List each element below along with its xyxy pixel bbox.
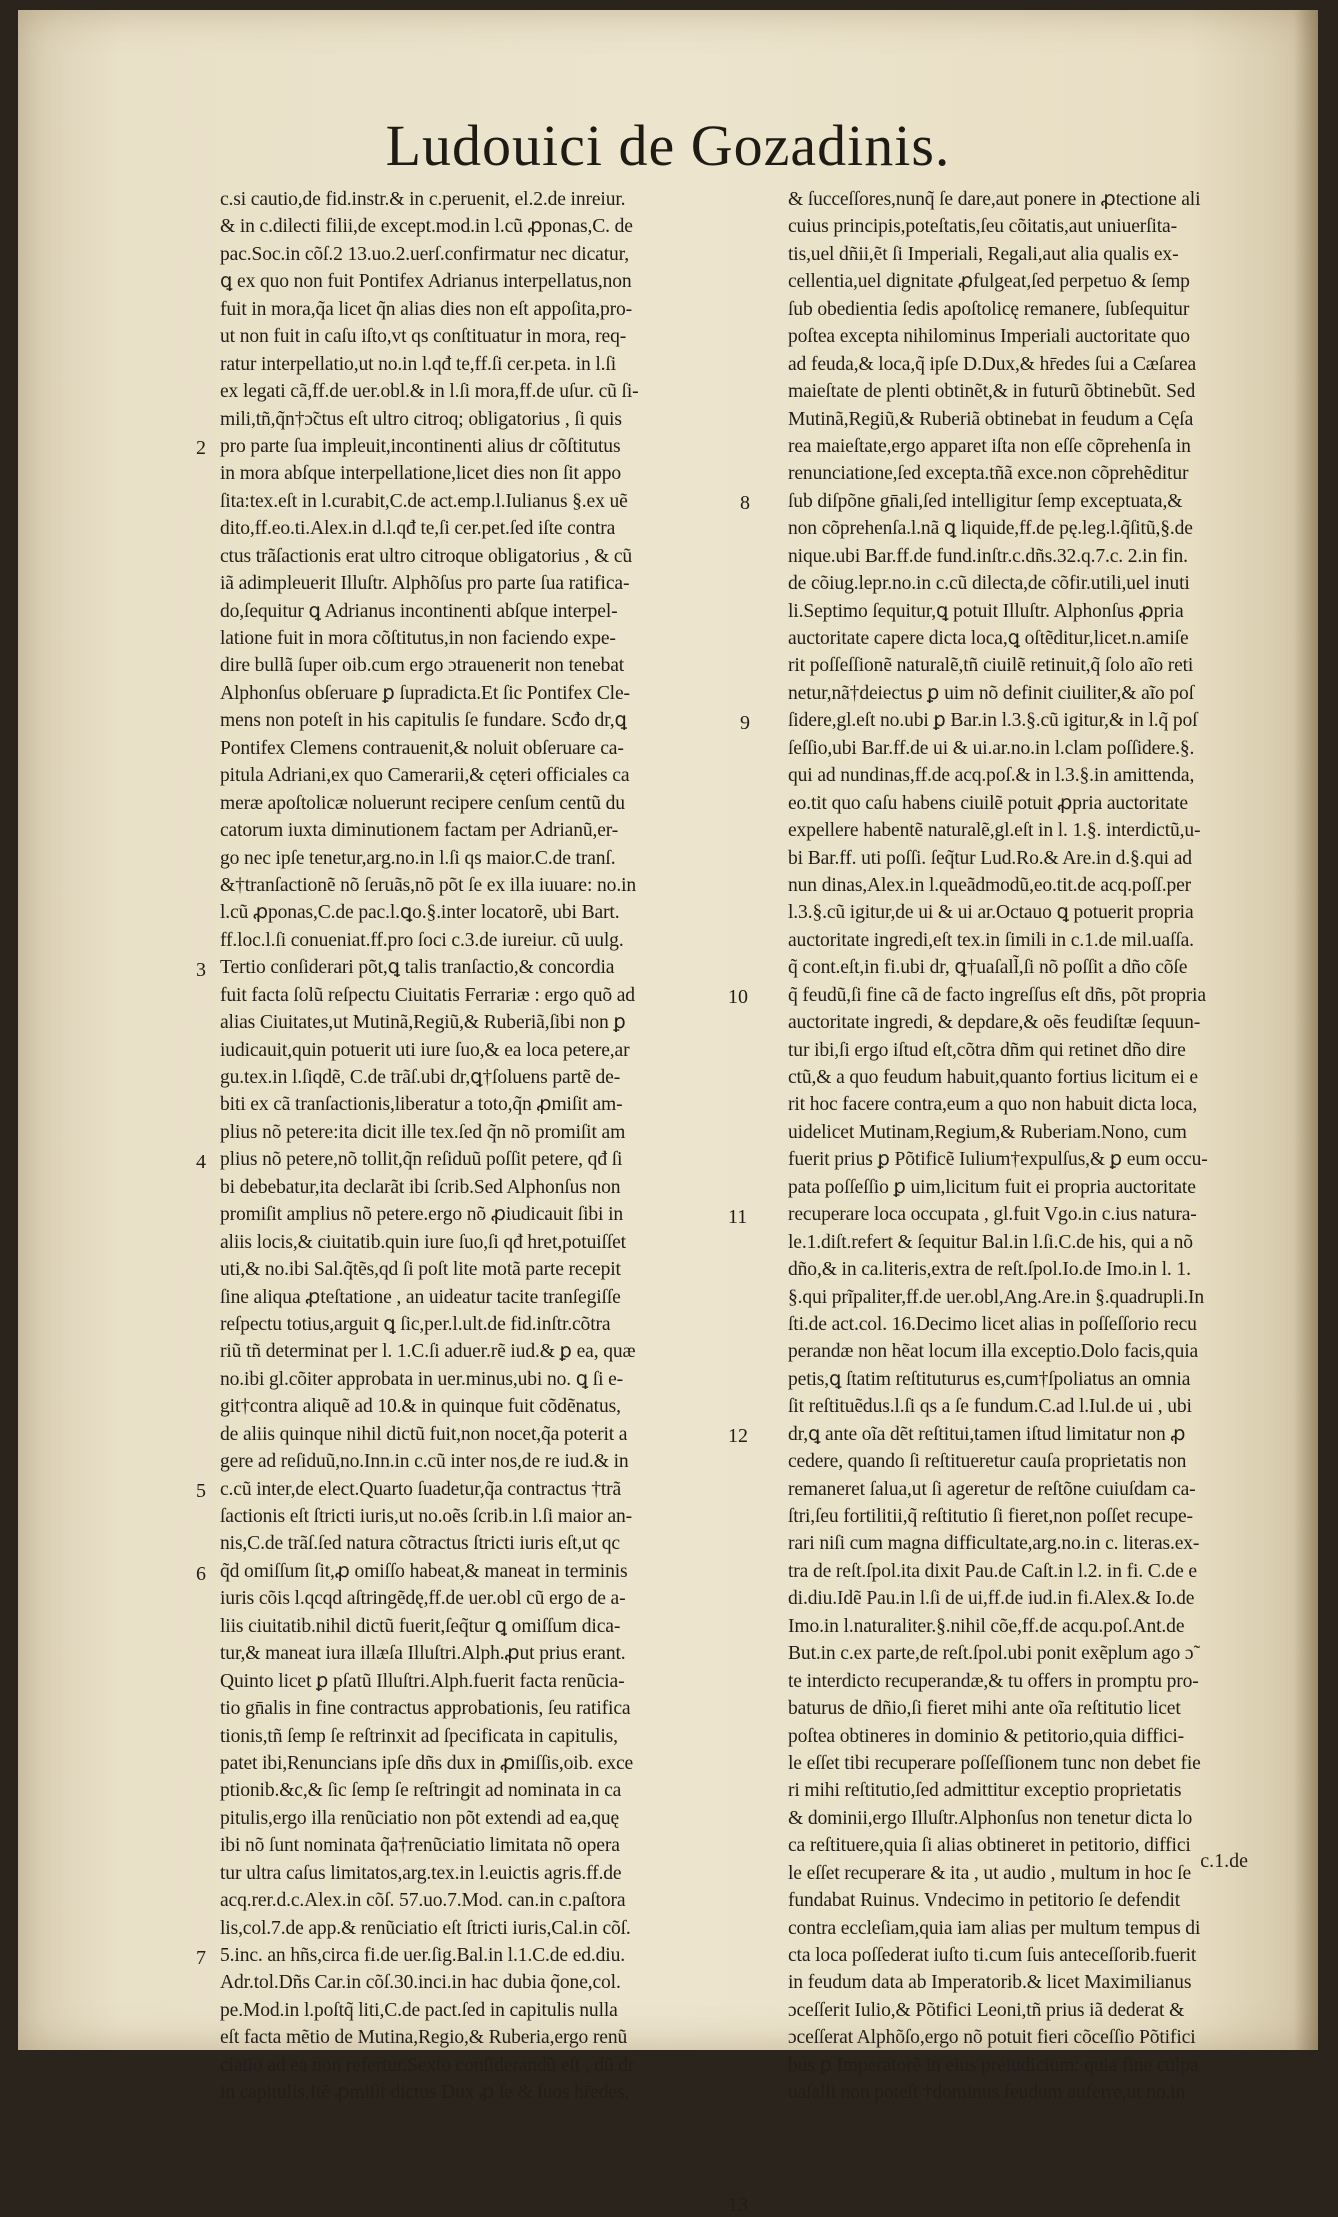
right-column-line: maieſtate de plenti obtinẽt,& in futurũ õbtinebũt. Sed bbox=[788, 381, 1196, 403]
right-column-line: netur,nã†deiectus ꝑ uim nõ definit ciuiliter,& aĩo poſ bbox=[788, 682, 1194, 704]
right-column-line: rit hoc facere contra,eum a quo non habuit dicta loca, bbox=[788, 1094, 1198, 1116]
right-column-line: tis,uel dñii,ẽt ſi Imperiali, Regali,aut alia qualis ex- bbox=[788, 243, 1179, 265]
left-column-line: dire bullã ſuper oib.cum ergo ɔtrauenerit non tenebat bbox=[220, 655, 625, 677]
margin-number: 11 bbox=[728, 1205, 748, 1228]
left-column-line: ſita:tex.eſt in l.curabit,C.de act.emp.l.Iulianus §.ex uẽ bbox=[220, 490, 628, 512]
left-column-line: tio gn̄alis in fine contractus approbationis, ſeu ratifica bbox=[220, 1698, 631, 1720]
left-column-line: in mora abſque interpellatione,licet dies non ſit appo bbox=[220, 463, 622, 485]
right-column-line: tra de reſt.ſpol.ita dixit Pau.de Caſt.in l.2. in fi. C.de e bbox=[788, 1560, 1197, 1582]
right-column-line: ri mihi reſtitutio,ſed admittitur exceptio proprietatis bbox=[788, 1780, 1182, 1802]
left-column-line: pitula Adriani,ex quo Camerarii,& cęteri officiales ca bbox=[220, 765, 630, 787]
left-column-line: lis,col.7.de app.& renũciatio eſt ſtricti iuris,Cal.in cõſ. bbox=[220, 1917, 631, 1939]
right-column-line: bi Bar.ff. uti poſſi. ſeq̃tur Lud.Ro.& Are.in d.§.qui ad bbox=[788, 847, 1192, 869]
left-column-line: tur,& maneat iura illæſa Illuſtri.Alph.ꝓut prius erant. bbox=[220, 1643, 626, 1665]
right-column-line: le.1.diſt.refert & ſequitur Bal.in l.ſi.C.de his, qui a nõ bbox=[788, 1231, 1193, 1253]
margin-number: 6 bbox=[196, 1562, 206, 1585]
right-column-line: l.3.§.cũ igitur,de ui & ui ar.Octauo ꝗ potuerit propria bbox=[788, 902, 1194, 924]
right-column-line: bus ꝑ Imperatorẽ in eius preiudicium: quia fine culpa bbox=[788, 2054, 1199, 2076]
left-column-line: iudicauit,quin potuerit uti iure ſuo,& ea loca petere,ar bbox=[220, 1039, 630, 1061]
left-column-line: Quinto licet ꝑ pſatũ Illuſtri.Alph.fuerit facta renũcia- bbox=[220, 1670, 625, 1692]
right-column-line: ſit reſtituẽdus.l.ſi qs a ſe fundum.C.ad l.Iul.de ui , ubi bbox=[788, 1396, 1192, 1418]
left-column-line: ff.loc.l.ſi conueniat.ff.pro ſoci c.3.de iureiur. cũ uulg. bbox=[220, 929, 624, 951]
book-page bbox=[18, 10, 1318, 2216]
right-column-line: & ſucceſſores,nunq̃ ſe dare,aut ponere in ꝓtectione ali bbox=[788, 189, 1201, 210]
margin-number: 2 bbox=[196, 437, 206, 460]
left-column-line: bi debebatur,ita declarãt ibi ſcrib.Sed Alphonſus non bbox=[220, 1176, 621, 1198]
left-column-line: ptionib.&c,& ſic ſemp ſe reſtringit ad nominata in ca bbox=[220, 1780, 622, 1802]
right-column-line: ſub obedientia ſedis apoſtolicę remanere, ſubſequitur bbox=[788, 298, 1190, 320]
margin-number: 8 bbox=[740, 491, 750, 514]
right-column-line: nun dinas,Alex.in l.queãdmodũ,eo.tit.de acq.poſſ.per bbox=[788, 874, 1192, 896]
left-column-line: plius nõ petere,nõ tollit,q̃n reſiduũ poſſit petere, qđ ſi bbox=[220, 1149, 623, 1171]
right-column-line: qui ad nundinas,ff.de acq.poſ.& in l.3.§.in amittenda, bbox=[788, 765, 1195, 787]
left-column-line: Alphonſus obſeruare ꝑ ſupradicta.Et ſic Pontifex Cle- bbox=[220, 682, 630, 704]
left-column-line: iuris cõis l.qcqd aſtringẽdę,ff.de uer.obl cũ ergo de a- bbox=[220, 1588, 626, 1610]
left-column-line: gu.tex.in l.ſiqdẽ, C.de trãſ.ubi dr,ꝗ†ſoluens partẽ de- bbox=[220, 1067, 621, 1088]
left-column-line: de aliis quinque nihil dictũ fuit,non nocet,q̃a poterit a bbox=[220, 1423, 628, 1445]
right-column-line: fuerit prius ꝑ Põtificẽ Iulium†expulſus,& ꝑ eum occu- bbox=[788, 1149, 1208, 1171]
right-column-line: li.Septimo ſequitur,ꝗ potuit Illuſtr. Alphonſus ꝓpria bbox=[788, 600, 1184, 622]
left-column-line: ſine aliqua ꝓteſtatione , an uideatur tacite tranſegiſſe bbox=[220, 1286, 621, 1308]
left-column-line: pac.Soc.in cõſ.2 13.uo.2.uerſ.confirmatur nec dicatur, bbox=[220, 243, 629, 265]
left-column-line: tionis,tñ ſemp ſe reſtrinxit ad ſpecificata in capitulis, bbox=[220, 1725, 618, 1747]
left-column-line: pe.Mod.in l.poſtq̃ liti,C.de pact.ſed in capitulis nulla bbox=[220, 1999, 618, 2021]
right-column-line: recuperare loca occupata , gl.fuit Vgo.in c.ius natura- bbox=[788, 1204, 1197, 1226]
left-column-line: biti ex cã tranſactionis,liberatur a toto,q̃n ꝓmiſit am- bbox=[220, 1094, 623, 1116]
left-column-line: go nec ipſe tenetur,arg.no.in l.ſi qs maior.C.de tranſ. bbox=[220, 847, 616, 869]
right-column-line: te interdicto recuperandæ,& tu offers in promptu pro- bbox=[788, 1670, 1199, 1692]
right-column-line: But.in c.ex parte,de reſt.ſpol.ubi ponit exẽplum ago ɔ̃ bbox=[788, 1643, 1194, 1665]
left-column-line: dito,ff.eo.ti.Alex.in d.l.qđ te,ſi cer.pet.ſed iſte contra bbox=[220, 518, 616, 540]
margin-number: 12 bbox=[728, 1425, 748, 1448]
right-column-line: le eſſet recuperare & ita , ut audio , multum in hoc ſe bbox=[788, 1862, 1192, 1884]
right-column-line: ſtri,ſeu fortilitii,q̃ reſtitutio ſi fieret,non poſſet recupe- bbox=[788, 1506, 1193, 1527]
left-column-line: &†tranſactionẽ nõ ſeruãs,nõ põt ſe ex illa iuuare: no.in bbox=[220, 874, 637, 896]
left-column-line: patet ibi,Renuncians ipſe dñs dux in ꝓmiſſis,oib. exce bbox=[220, 1752, 634, 1774]
right-column-line: dño,& in ca.literis,extra de reſt.ſpol.Io.de Imo.in l. 1. bbox=[788, 1259, 1191, 1281]
margin-number: 13 bbox=[728, 2193, 748, 2216]
left-column-line: ctus trãſactionis erat ultro citroque obligatorius , & cũ bbox=[220, 545, 633, 567]
right-column-line: eo.tit quo caſu habens ciuilẽ potuit ꝓpria auctoritate bbox=[788, 792, 1188, 814]
right-column-line: cellentia,uel dignitate ꝓfulgeat,ſed perpetuo & ſemp bbox=[788, 271, 1190, 293]
right-column-line: renunciatione,ſed excepta.tñã exce.non cõprehẽditur bbox=[788, 463, 1189, 485]
margin-number: 7 bbox=[196, 1946, 206, 1969]
left-column-line: Adr.tol.Dñs Car.in cõſ.30.inci.in hac dubia q̃one,col. bbox=[220, 1972, 621, 1994]
right-column-line: ɔceſſerat Alphõſo,ergo nõ potuit fieri cõceſſio Põtifici bbox=[788, 2027, 1196, 2049]
margin-number: 3 bbox=[196, 958, 206, 981]
right-column-line: auctoritate ingredi, & depdare,& oẽs feudiſtæ ſequun- bbox=[788, 1012, 1201, 1034]
left-column-line: uti,& no.ibi Sal.q̃tẽs,qd ſi poſt lite motã parte recepit bbox=[220, 1259, 621, 1281]
catchword: c.1.de bbox=[1200, 1850, 1248, 1872]
right-column-line: fundabat Ruinus. Vndecimo in petitorio ſe defendit bbox=[788, 1890, 1181, 1912]
left-column-line: gere ad reſiduũ,no.Inn.in c.cũ inter nos,de re iud.& in bbox=[220, 1451, 629, 1473]
left-column-line: pitulis,ergo illa renũciatio non põt extendi ad ea,quę bbox=[220, 1807, 620, 1829]
left-column-line: promiſit amplius nõ petere.ergo nõ ꝓiudicauit ſibi in bbox=[220, 1204, 624, 1226]
left-column-line: c.si cautio,de fid.instr.& in c.peruenit, el.2.de inreiur. bbox=[220, 189, 626, 210]
left-column-line: alias Ciuitates,ut Mutinã,Regiũ,& Ruberiã,ſibi non ꝑ bbox=[220, 1012, 626, 1034]
right-column-line: §.qui prĩpaliter,ff.de uer.obl,Ang.Are.in §.quadrupli.In bbox=[788, 1286, 1204, 1308]
right-column-line: auctoritate ingredi,eſt tex.in ſimili in c.1.de mil.uaſſa. bbox=[788, 929, 1194, 951]
left-column-line: ꝗ ex quo non fuit Pontifex Adrianus interpellatus,non bbox=[220, 271, 632, 293]
left-column-line: ut non fuit in caſu iſto,vt qs conſtituatur in mora, req- bbox=[220, 326, 627, 348]
right-column-line: baturus de dñio,ſi fieret mihi ante oĩa reſtitutio licet bbox=[788, 1698, 1181, 1720]
left-column-line: l.cũ ꝓponas,C.de pac.l.ꝗo.§.inter locatorẽ, ubi Bart. bbox=[220, 902, 620, 924]
right-column-line: perandæ non hẽat locum illa exceptio.Dolo facis,quia bbox=[788, 1341, 1199, 1363]
left-column-line: iã adimpleuerit Illuſtr. Alphõſus pro parte ſua ratifica- bbox=[220, 573, 630, 595]
left-column-line: latione fuit in mora cõſtitutus,in non faciendo expe- bbox=[220, 628, 616, 649]
right-column-line: poſtea excepta nihilominus Imperiali auctoritate quo bbox=[788, 326, 1190, 348]
left-column-line: fuit in mora,q̃a licet q̃n alias dies non eſt appoſita,pro- bbox=[220, 298, 633, 320]
right-column-line: di.diu.Idẽ Pau.in l.ſi de ui,ff.de iud.in fi.Alex.& Io.de bbox=[788, 1588, 1195, 1610]
right-column-line: poſtea obtineres in dominio & petitorio,quia diffici- bbox=[788, 1725, 1184, 1747]
margin-number: 9 bbox=[740, 711, 750, 734]
right-column-line: nique.ubi Bar.ff.de fund.inſtr.c.dñs.32.q.7.c. 2.in fin. bbox=[788, 545, 1188, 567]
left-column-line: fuit facta ſolũ reſpectu Ciuitatis Ferrariæ : ergo quõ ad bbox=[220, 984, 635, 1006]
left-column-line: Pontifex Clemens contrauenit,& noluit obſeruare ca- bbox=[220, 737, 624, 759]
right-column-line: ſeſſio,ubi Bar.ff.de ui & ui.ar.no.in l.clam poſſidere.§. bbox=[788, 737, 1195, 759]
right-column-line: Mutinã,Regiũ,& Ruberiã obtinebat in feudum a Cęſa bbox=[788, 408, 1194, 430]
right-column-line: auctoritate capere dicta loca,ꝗ oſtẽditur,licet.n.amiſe bbox=[788, 628, 1189, 649]
right-column-line: cta loca poſſederat iuſto ti.cum ſuis anteceſſorib.fuerit bbox=[788, 1945, 1197, 1966]
right-column-line: ſub diſpõne gn̄ali,ſed intelligitur ſemp exceptuata,& bbox=[788, 490, 1183, 512]
right-column-line: dr,ꝗ ante oĩa dẽt reſtitui,tamen iſtud limitatur non ꝓ bbox=[788, 1423, 1186, 1445]
right-column-line: q̃ feudũ,ſi fine cã de facto ingreſſus eſt dñs, põt propria bbox=[788, 984, 1206, 1006]
right-column-line: ɔceſſerit Iulio,& Põtifici Leoni,tñ prius iã dederat & bbox=[788, 1999, 1185, 2021]
right-column-line: ſti.de act.col. 16.Decimo licet alias in poſſeſſorio recu bbox=[788, 1313, 1197, 1335]
left-column-line: catorum iuxta diminutionem factam per Adrianũ,er- bbox=[220, 820, 619, 842]
left-column-line: acq.rer.d.c.Alex.in cõſ. 57.uo.7.Mod. can.in c.paſtora bbox=[220, 1890, 626, 1912]
right-column-line: uaſalli non poteſt †dominus feudum auferre,ut no.in bbox=[788, 2082, 1186, 2104]
left-column-line: in capitulis,Itẽ ꝓmiſit dictus Dux ꝓ ſe & ſuos hr̄edes, bbox=[220, 2082, 630, 2104]
right-column-line: ctũ,& a quo feudum habuit,quanto fortius licitum ei e bbox=[788, 1067, 1198, 1088]
right-column-line: ad feuda,& loca,q̃ ipſe D.Dux,& hr̄edes ſui a Cæſarea bbox=[788, 353, 1197, 375]
right-column-line: rit poſſeſſionẽ naturalẽ,tñ ciuilẽ retinuit,q̃ ſolo aĩo reti bbox=[788, 655, 1194, 677]
right-column-line: de cõiug.lepr.no.in c.cũ dilecta,de cõfir.utili,uel inuti bbox=[788, 573, 1190, 595]
right-column-line: expellere habentẽ naturalẽ,gl.eſt in l. 1.§. interdictũ,u- bbox=[788, 820, 1201, 842]
left-column-line: no.ibi gl.cõiter approbata in uer.minus,ubi no. ꝗ ſi e- bbox=[220, 1368, 624, 1390]
page-title: Ludouici de Gozadinis. bbox=[385, 113, 951, 178]
left-column-line: c.cũ inter,de elect.Quarto ſuadetur,q̃a contractus †trã bbox=[220, 1478, 622, 1500]
left-column-line: meræ apoſtolicæ noluerunt recipere cenſum centũ du bbox=[220, 792, 625, 814]
left-column-line: ciatio ad ea non refertur.Sexto conſiderandũ eſt , dũ dr bbox=[220, 2054, 635, 2076]
right-column-line: non cõprehenſa.l.nã ꝗ liquide,ff.de pę.leg.l.q̃ſitũ,§.de bbox=[788, 518, 1193, 540]
right-column-line: rari niſi cum magna difficultate,arg.no.in c. literas.ex- bbox=[788, 1533, 1200, 1555]
left-column-line: do,ſequitur ꝗ Adrianus incontinenti abſque interpel- bbox=[220, 600, 618, 622]
left-column-line: ratur interpellatio,ut no.in l.qđ te,ff.ſi cer.peta. in l.ſi bbox=[220, 353, 617, 375]
left-column-line: ſactionis eſt ſtricti iuris,ut no.oẽs ſcrib.in l.ſi maior an- bbox=[220, 1506, 633, 1527]
left-column-line: aliis locis,& ciuitatib.quin iure ſuo,ſi qđ hret,potuiſſet bbox=[220, 1231, 626, 1253]
right-column-line: contra eccleſiam,quia iam alias per multum tempus di bbox=[788, 1917, 1201, 1939]
left-column-line: reſpectu totius,arguit ꝗ ſic,per.l.ult.de fid.inſtr.cõtra bbox=[220, 1313, 611, 1335]
right-column-line: pata poſſeſſio ꝑ uim,licitum fuit ei propria auctoritate bbox=[788, 1176, 1196, 1198]
left-column-line: & in c.dilecti filii,de except.mod.in l.cũ ꝓponas,C. de bbox=[220, 216, 633, 238]
right-column-line: tur ibi,ſi ergo iſtud eſt,cõtra dñm qui retinet dño dire bbox=[788, 1039, 1186, 1061]
right-column-line: ca reſtituere,quia ſi alias obtineret in petitorio, diffici bbox=[788, 1835, 1191, 1857]
left-column-line: eſt facta mẽtio de Mutina,Regio,& Ruberia,ergo renũ bbox=[220, 2027, 628, 2049]
right-column-line: q̃ cont.eſt,in fi.ubi dr, ꝗ†uaſall̃,ſi nõ poſſit a dño cõſe bbox=[788, 957, 1188, 979]
right-column-line: ſidere,gl.eſt no.ubi ꝑ Bar.in l.3.§.cũ igitur,& in l.q̃ poſ bbox=[788, 710, 1198, 732]
right-column-line: cedere, quando ſi reſtitueretur cauſa proprietatis non bbox=[788, 1451, 1187, 1473]
left-column-line: q̃d omiſſum ſit,ꝓ omiſſo habeat,& maneat in terminis bbox=[220, 1560, 628, 1582]
left-column-line: tur ultra caſus limitatos,arg.tex.in l.euictis agris.ff.de bbox=[220, 1862, 622, 1884]
margin-number: 5 bbox=[196, 1480, 206, 1503]
left-text-column bbox=[220, 186, 760, 2107]
right-column-line: Imo.in l.naturaliter.§.nihil cõe,ff.de acqu.poſ.Ant.de bbox=[788, 1615, 1185, 1637]
right-column-line: uidelicet Mutinam,Regium,& Ruberiam.Nono, cum bbox=[788, 1121, 1187, 1143]
right-column-line: in feudum data ab Imperatorib.& licet Maximilianus bbox=[788, 1972, 1192, 1994]
margin-number: 10 bbox=[728, 986, 748, 1009]
left-column-line: riũ tñ determinat per l. 1.C.ſi aduer.rẽ iud.& ꝑ ea, quæ bbox=[220, 1341, 636, 1363]
left-column-line: plius nõ petere:ita dicit ille tex.ſed q̃n nõ promiſit am bbox=[220, 1121, 626, 1143]
left-column-line: 5.inc. an hñs,circa fi.de uer.ſig.Bal.in l.1.C.de ed.diu. bbox=[220, 1945, 625, 1966]
right-column-line: petis,ꝗ ſtatim reſtituturus es,cum†ſpoliatus an omnia bbox=[788, 1368, 1191, 1390]
left-column-line: nis,C.de trãſ.ſed natura cõtractus ſtricti iuris eſt,ut qc bbox=[220, 1533, 620, 1555]
right-column-line: rea maieſtate,ergo apparet iſta non eſſe cõprehenſa in bbox=[788, 435, 1191, 457]
margin-number: 4 bbox=[196, 1150, 206, 1173]
left-column-line: ibi nõ ſunt nominata q̃a†renũciatio limitata nõ opera bbox=[220, 1835, 620, 1857]
left-column-line: ex legati cã,ff.de uer.obl.& in l.ſi mora,ff.de uſur. cũ ſi- bbox=[220, 381, 639, 403]
right-column-line: cuius principis,poteſtatis,ſeu cõitatis,aut uniuerſita- bbox=[788, 216, 1177, 238]
left-column-line: mili,tñ,q̃n†ɔ̃ctus eſt ultro citroq; obligatorius , ſi quis bbox=[220, 408, 622, 430]
right-column-line: & dominii,ergo Illuſtr.Alphonſus non tenetur dicta lo bbox=[788, 1807, 1193, 1829]
left-column-line: liis ciuitatib.nihil dictũ fuerit,ſeq̃tur ꝗ omiſſum dica- bbox=[220, 1615, 621, 1637]
left-column-line: pro parte ſua impleuit,incontinenti alius dr cõſtitutus bbox=[220, 435, 621, 457]
left-column-line: mens non poteſt in his capitulis ſe fundare. Scđo dr,ꝗ bbox=[220, 710, 627, 732]
left-column-line: git†contra aliquẽ ad 10.& in quinque fuit cõdẽnatus, bbox=[220, 1396, 621, 1418]
left-column-line: Tertio conſiderari põt,ꝗ talis tranſactio,& concordia bbox=[220, 957, 615, 979]
right-text-column bbox=[788, 186, 1313, 2107]
right-column-line: le eſſet tibi recuperare poſſeſſionem tunc non debet fie bbox=[788, 1752, 1201, 1774]
right-column-line: remaneret ſalua,ut ſi ageretur de reſtõne cuiuſdam ca- bbox=[788, 1478, 1196, 1500]
